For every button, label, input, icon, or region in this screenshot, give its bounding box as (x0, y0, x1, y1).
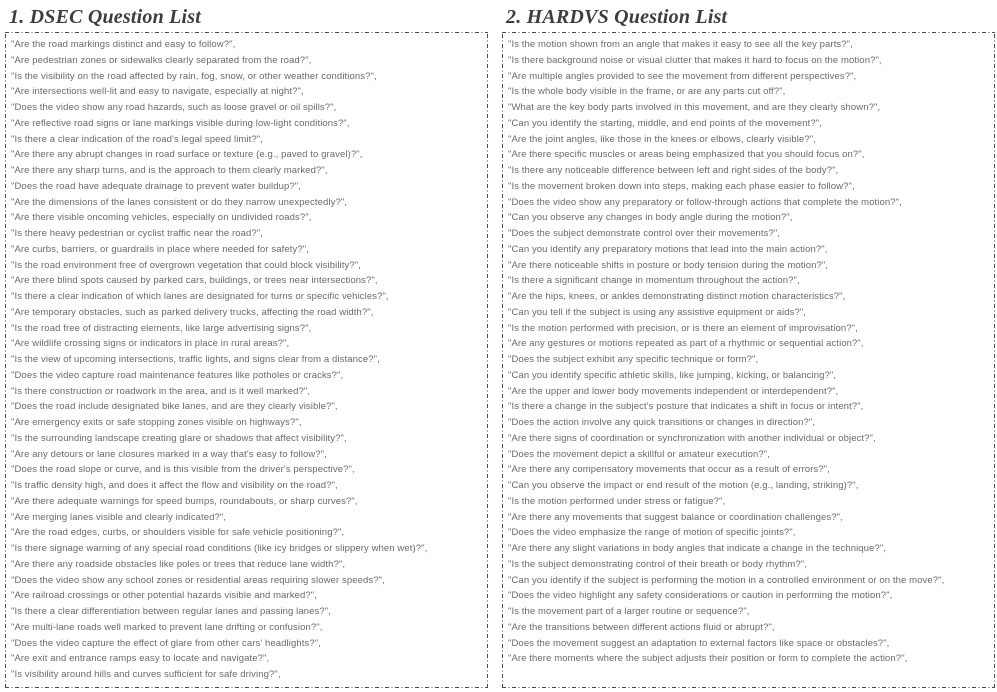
question-line: "Does the video show any preparatory or follow-through actions that complete the motion?", (508, 196, 902, 208)
question-line: "Is there construction or roadwork in the area, and is it well marked?", (11, 385, 311, 397)
question-line: "Are there specific muscles or areas being emphasized that you should focus on?", (508, 149, 865, 161)
question-line: "Are exit and entrance ramps easy to locate and navigate?", (11, 653, 270, 665)
question-line: "Can you observe any changes in body angle during the motion?", (508, 212, 793, 224)
dsec-section-title: 1. DSEC Question List (9, 6, 202, 28)
question-line: "Does the video capture the effect of glare from other cars' headlights?", (11, 637, 321, 649)
question-line: "Are wildlife crossing signs or indicators in place in rural areas?", (11, 338, 290, 350)
question-line: "Can you identify if the subject is performing the motion in a controlled environment or on the move?", (508, 574, 945, 586)
question-line: "Does the video capture road maintenance features like potholes or cracks?", (11, 369, 344, 381)
question-line: "Is there a significant change in momentum throughout the action?", (508, 275, 800, 287)
question-line: "Are the road markings distinct and easy to follow?", (11, 39, 236, 50)
question-line: "Is the whole body visible in the frame, or are any parts cut off?", (508, 86, 786, 98)
question-line: "Is the road free of distracting elements, like large advertising signs?", (11, 322, 312, 334)
question-line: "Are emergency exits or safe stopping zones visible on highways?", (11, 417, 302, 428)
question-line: "Is there signage warning of any special road conditions (like icy bridges or slippery when wet)?", (11, 543, 428, 554)
question-line: "Is there a clear indication of the road's legal speed limit?", (11, 133, 263, 145)
question-line: "Are there any roadside obstacles like poles or trees that reduce lane width?", (11, 558, 346, 570)
question-line: "Are there any compensatory movements that occur as a result of errors?", (508, 464, 830, 476)
question-line: "Is the road environment free of overgrown vegetation that could block visibility?", (11, 259, 361, 271)
question-line: "Is there a clear indication of which lanes are designated for turns or specific vehicles?", (11, 291, 389, 302)
question-line: "Does the subject demonstrate control over their movements?", (508, 228, 781, 239)
question-line: "Is there heavy pedestrian or cyclist traffic near the road?", (11, 228, 263, 239)
question-line: "Is the motion shown from an angle that makes it easy to see all the key parts?", (508, 39, 853, 50)
question-line: "Does the movement suggest an adaptation to external factors like space or obstacles?", (508, 637, 890, 649)
question-line: "Can you tell if the subject is using any assistive equipment or aids?", (508, 306, 807, 318)
question-line: "Are railroad crossings or other potential hazards visible and marked?", (11, 590, 317, 602)
question-line: "Are multiple angles provided to see the movement from different perspectives?", (508, 70, 857, 82)
question-line: "Are merging lanes visible and clearly indicated?", (11, 511, 227, 523)
question-line: "Are the dimensions of the lanes consistent or do they narrow unexpectedly?", (11, 196, 348, 208)
question-line: "Does the road have adequate drainage to prevent water buildup?", (11, 180, 301, 192)
question-line: "Are the transitions between different actions fluid or abrupt?", (508, 621, 775, 633)
question-line: "Can you identify any preparatory motions that lead into the main action?", (508, 243, 828, 255)
section-dsec (5, 0, 488, 692)
question-line: "Does the video show any road hazards, such as loose gravel or oil spills?", (11, 102, 337, 113)
question-line: "Are the upper and lower body movements independent or interdependent?", (508, 385, 839, 397)
question-line: "Is the visibility on the road affected by rain, fog, snow, or other weather conditions?", (11, 70, 377, 82)
question-line: "Is the motion performed under stress or fatigue?", (508, 495, 726, 507)
question-line: "Is there background noise or visual clutter that makes it hard to focus on the motion?", (508, 54, 882, 66)
question-line: "Is the movement part of a larger routine or sequence?", (508, 606, 750, 617)
question-line: "Can you observe the impact or end result of the motion (e.g., landing, striking)?", (508, 480, 859, 491)
question-line: "Are there noticeable shifts in posture or body tension during the motion?", (508, 259, 829, 271)
question-line: "Is the movement broken down into steps, making each phase easier to follow?", (508, 180, 855, 192)
question-line: "Does the road slope or curve, and is this visible from the driver's perspective?", (11, 464, 355, 476)
question-line: "Does the video emphasize the range of motion of specific joints?", (508, 527, 796, 539)
question-line: "Does the video highlight any safety considerations or caution in performing the motion?", (508, 590, 893, 602)
question-line: "Are curbs, barriers, or guardrails in place where needed for safety?", (11, 243, 309, 255)
question-line: "Are multi-lane roads well marked to prevent lane drifting or confusion?", (11, 621, 323, 633)
question-line: "Can you identify specific athletic skills, like jumping, kicking, or balancing?", (508, 369, 837, 381)
question-line: "Is there a clear differentiation between regular lanes and passing lanes?", (11, 606, 331, 617)
question-line: "Are any detours or lane closures marked in a way that's easy to follow?", (11, 448, 327, 460)
question-line: "Are there blind spots caused by parked cars, buildings, or trees near intersections?", (11, 275, 378, 287)
question-line: "Are there any slight variations in body angles that indicate a change in the technique?", (508, 543, 887, 554)
question-line: "Is the view of upcoming intersections, traffic lights, and signs clear from a distance?", (11, 354, 380, 365)
question-line: "Does the movement depict a skillful or amateur execution?", (508, 448, 770, 460)
question-line: "Are there signs of coordination or synchronization with another individual or object?", (508, 432, 876, 444)
question-line: "Are there moments where the subject adjusts their position or form to complete the action?", (508, 653, 908, 665)
question-line: "Are the road edges, curbs, or shoulders visible for safe vehicle positioning?", (11, 527, 345, 539)
question-line: "Are reflective road signs or lane markings visible during low-light conditions?", (11, 117, 350, 129)
question-line: "Are intersections well-lit and easy to navigate, especially at night?", (11, 86, 304, 98)
hardvs-question-list-box (502, 32, 995, 688)
question-line: "Are there adequate warnings for speed bumps, roundabouts, or sharp curves?", (11, 495, 358, 507)
section-hardvs (502, 0, 995, 692)
question-line: "Are pedestrian zones or sidewalks clearly separated from the road?", (11, 54, 312, 66)
question-line: "Does the action involve any quick transitions or changes in direction?", (508, 417, 816, 428)
question-line: "Is there a change in the subject's posture that indicates a shift in focus or intent?", (508, 401, 864, 413)
question-line: "Are there any abrupt changes in road surface or texture (e.g., paved to gravel)?", (11, 149, 363, 161)
hardvs-section-title: 2. HARDVS Question List (506, 6, 728, 28)
question-line: "What are the key body parts involved in this movement, and are they clearly shown?", (508, 102, 881, 113)
question-line: "Is the subject demonstrating control of their breath or body rhythm?", (508, 558, 807, 570)
question-line: "Is the surrounding landscape creating glare or shadows that affect visibility?", (11, 432, 347, 444)
question-line: "Are any gestures or motions repeated as part of a rhythmic or sequential action?", (508, 338, 864, 350)
question-line: "Are the joint angles, like those in the knees or elbows, clearly visible?", (508, 133, 816, 145)
question-line: "Does the video show any school zones or residential areas requiring slower speeds?", (11, 574, 385, 586)
question-line: "Is visibility around hills and curves sufficient for safe driving?", (11, 669, 281, 680)
question-line: "Does the subject exhibit any specific technique or form?", (508, 354, 759, 365)
question-line: "Are there visible oncoming vehicles, especially on undivided roads?", (11, 212, 312, 224)
question-line: "Are temporary obstacles, such as parked delivery trucks, affecting the road width?", (11, 306, 374, 318)
question-line: "Are there any sharp turns, and is the approach to them clearly marked?", (11, 165, 328, 176)
question-line: "Does the road include designated bike lanes, and are they clearly visible?", (11, 401, 338, 413)
question-line: "Are the hips, knees, or ankles demonstrating distinct motion characteristics?", (508, 291, 846, 302)
question-line: "Is there any noticeable difference between left and right sides of the body?", (508, 165, 839, 176)
question-line: "Is the motion performed with precision, or is there an element of improvisation?", (508, 322, 858, 334)
dsec-question-list-box (5, 32, 488, 688)
question-line: "Are there any movements that suggest balance or coordination challenges?", (508, 511, 843, 523)
question-line: "Can you identify the starting, middle, and end points of the movement?", (508, 117, 822, 129)
question-line: "Is traffic density high, and does it affect the flow and visibility on the road?", (11, 480, 338, 491)
